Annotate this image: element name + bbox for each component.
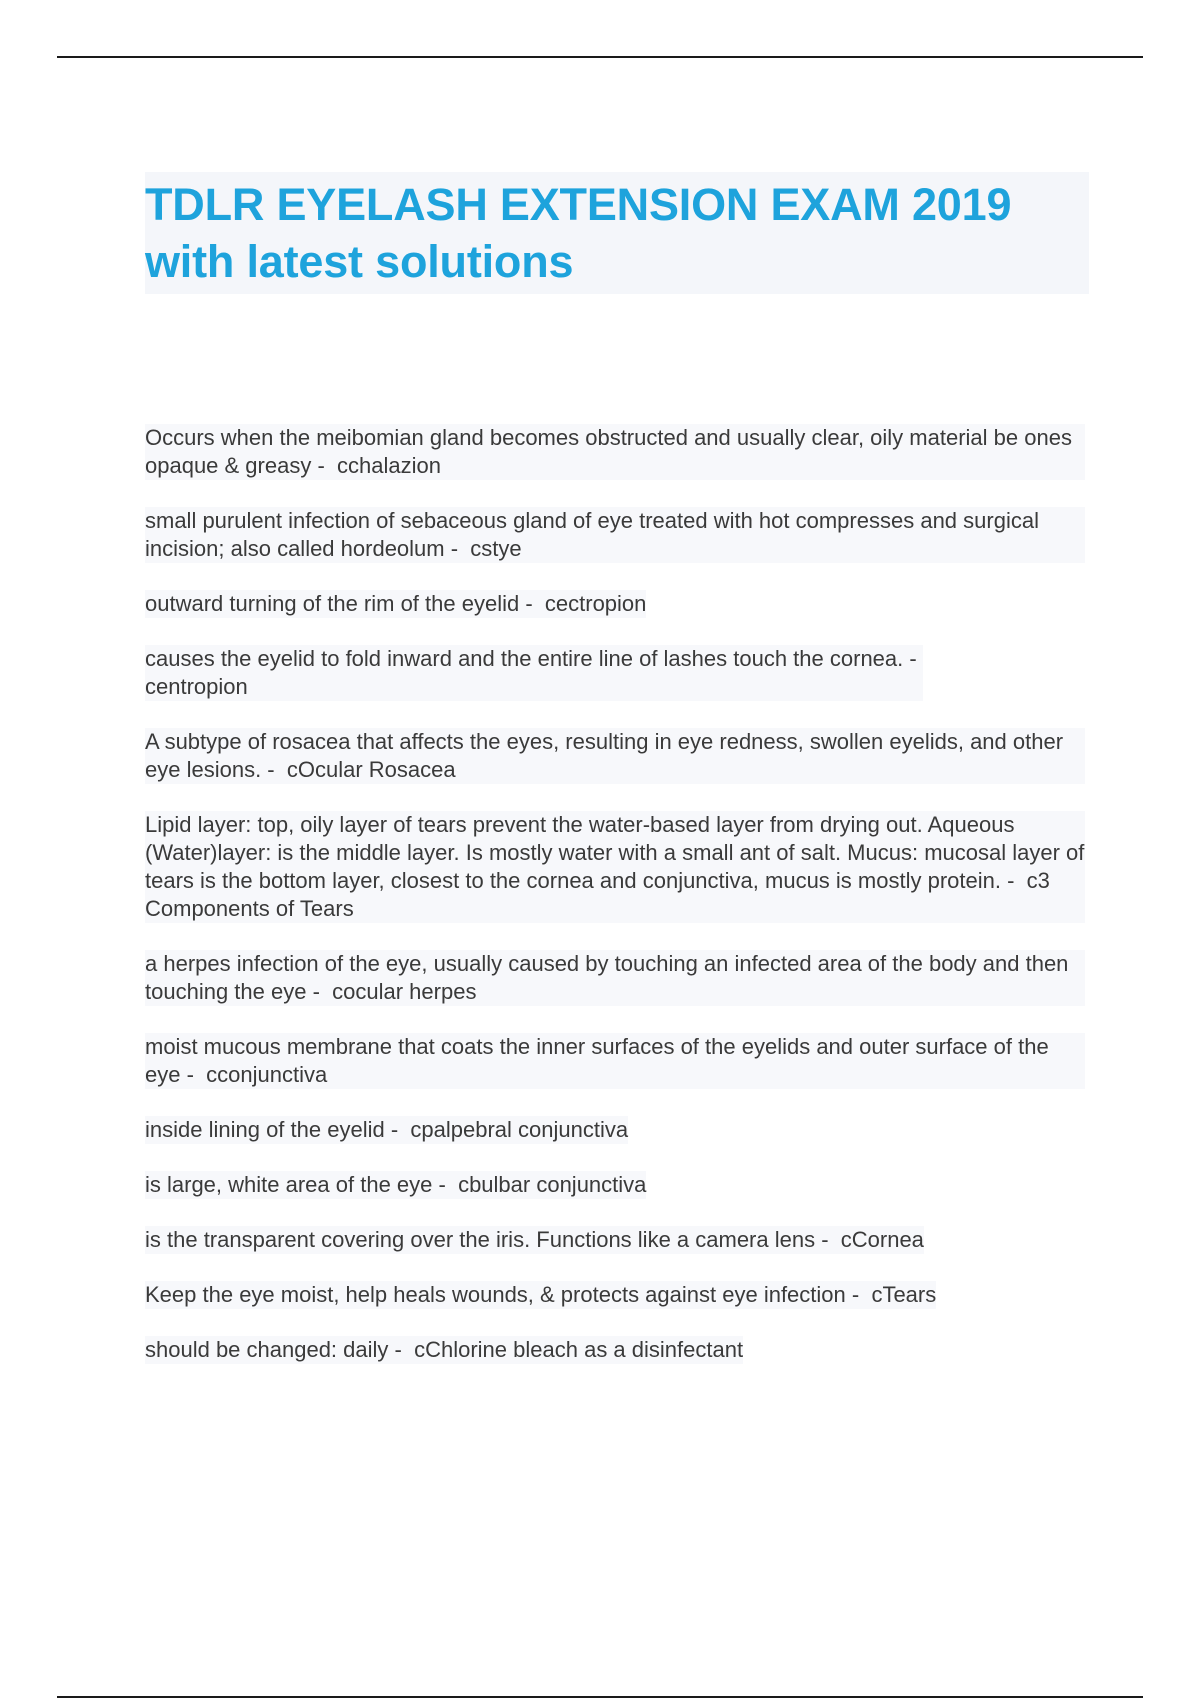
qa-item: Lipid layer: top, oily layer of tears prevent the water-based layer from drying out. Aqueous (Water)layer: is the middle layer. Is mostly water with a small ant of salt. Mucus: mucosal layer of tears is the bottom layer, closest to the cornea and conjunctiva, mucus is mostly protein. - c3 Components of Tears [145, 812, 1085, 921]
qa-question: a herpes infection of the eye, usually caused by touching an infected area of the body and then touching the eye [145, 951, 1069, 1004]
qa-list [145, 424, 1095, 1391]
qa-item: a herpes infection of the eye, usually caused by touching an infected area of the body and then touching the eye - cocular herpes [145, 950, 1085, 1006]
qa-question: causes the eyelid to fold inward and the entire line of lashes touch the cornea. [145, 646, 904, 671]
qa-answer: cocular herpes [332, 979, 477, 1004]
qa-answer: cchalazion [337, 453, 441, 478]
qa-answer: cChlorine bleach as a disinfectant [414, 1337, 744, 1362]
qa-question: is the transparent covering over the iris. Functions like a camera lens [145, 1227, 816, 1252]
qa-question: is large, white area of the eye [145, 1172, 433, 1197]
qa-answer: cOcular Rosacea [286, 757, 456, 782]
qa-item: A subtype of rosacea that affects the eyes, resulting in eye redness, swollen eyelids, and other eye lesions. - cOcular Rosacea [145, 728, 1085, 784]
qa-answer: cectropion [544, 591, 647, 616]
qa-answer: cbulbar conjunctiva [458, 1172, 647, 1197]
qa-item: is large, white area of the eye - cbulbar conjunctiva [145, 1172, 647, 1197]
qa-answer: cstye [470, 536, 522, 561]
title-line-2: with latest solutions [145, 236, 574, 287]
qa-item: outward turning of the rim of the eyelid - cectropion [145, 591, 647, 616]
qa-item: moist mucous membrane that coats the inner surfaces of the eyelids and outer surface of the eye - cconjunctiva [145, 1033, 1085, 1089]
document-title [145, 172, 1089, 294]
qa-item: inside lining of the eyelid - cpalpebral conjunctiva [145, 1117, 629, 1142]
qa-question: Lipid layer: top, oily layer of tears prevent the water-based layer from drying out. Aqueous (Water)layer: is the middle layer. Is mostly water with a small ant of salt. Mucus: mucosal layer of tears is the bottom layer, closest to the cornea and conjunctiva, mucus is mostly protein. [145, 812, 1085, 893]
qa-question: Keep the eye moist, help heals wounds, & protects against eye infection [145, 1282, 846, 1307]
qa-answer: centropion [145, 674, 248, 699]
qa-question: Occurs when the meibomian gland becomes obstructed and usually clear, oily material be ones opaque & greasy [145, 425, 1072, 478]
qa-question: outward turning of the rim of the eyelid [145, 591, 520, 616]
qa-item: Keep the eye moist, help heals wounds, & protects against eye infection - cTears [145, 1282, 937, 1307]
qa-question: inside lining of the eyelid [145, 1117, 385, 1142]
bottom-rule [57, 1696, 1143, 1698]
title-line-1: TDLR EYELASH EXTENSION EXAM 2019 [145, 179, 1012, 230]
qa-question: small purulent infection of sebaceous gland of eye treated with hot compresses and surgical incision; also called hordeolum [145, 508, 1039, 561]
qa-answer: cTears [871, 1282, 937, 1307]
qa-question: should be changed: daily [145, 1337, 389, 1362]
qa-answer: cCornea [840, 1227, 924, 1252]
qa-item: small purulent infection of sebaceous gland of eye treated with hot compresses and surgical incision; also called hordeolum - cstye [145, 507, 1085, 563]
qa-answer: cconjunctiva [206, 1062, 328, 1087]
qa-item: Occurs when the meibomian gland becomes obstructed and usually clear, oily material be ones opaque & greasy - cchalazion [145, 424, 1085, 480]
qa-item: is the transparent covering over the iris. Functions like a camera lens - cCornea [145, 1227, 924, 1252]
qa-answer: cpalpebral conjunctiva [410, 1117, 629, 1142]
qa-question: A subtype of rosacea that affects the eyes, resulting in eye redness, swollen eyelids, and other eye lesions. [145, 729, 1064, 782]
qa-question: moist mucous membrane that coats the inner surfaces of the eyelids and outer surface of the eye [145, 1034, 1049, 1087]
top-rule [57, 56, 1143, 58]
qa-item: causes the eyelid to fold inward and the entire line of lashes touch the cornea. - centropion [145, 646, 923, 699]
qa-answer: c3 Components of Tears [145, 868, 1050, 921]
qa-item: should be changed: daily - cChlorine bleach as a disinfectant [145, 1337, 744, 1362]
